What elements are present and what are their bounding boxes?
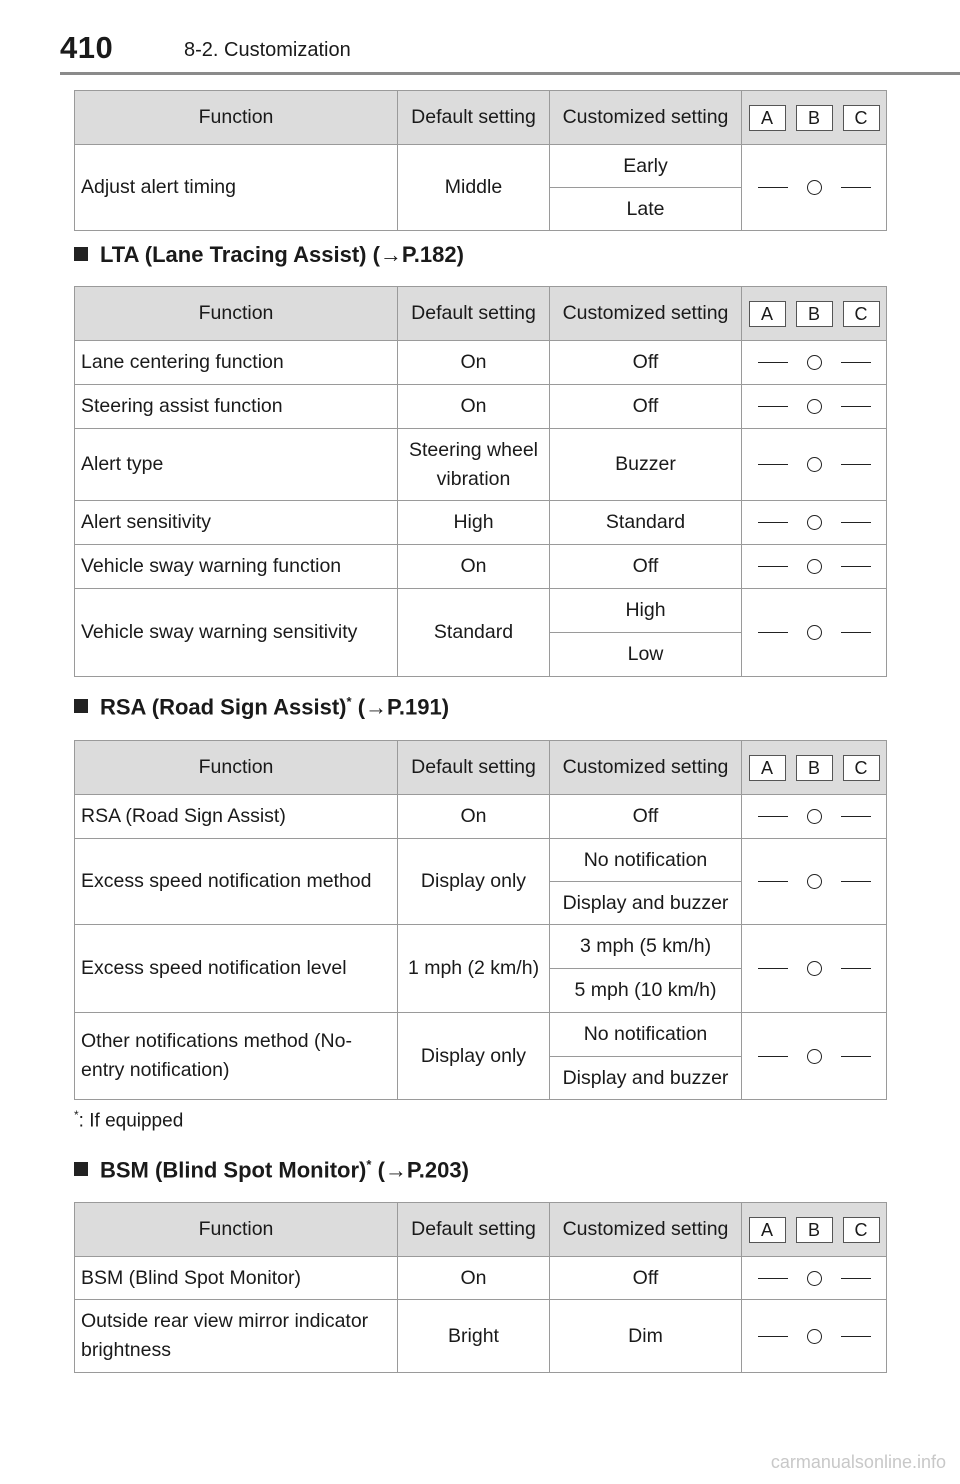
abc-marks <box>742 1013 887 1100</box>
default-cell: Steering wheel vibration <box>398 429 550 501</box>
rsa-heading-text: RSA (Road Sign Assist) <box>100 694 347 720</box>
abc-marks <box>742 385 887 429</box>
abc-marks <box>742 341 887 385</box>
dash-mark <box>841 1278 871 1279</box>
col-default: Default setting <box>398 287 550 341</box>
col-a: A <box>749 301 786 327</box>
function-cell: Vehicle sway warning function <box>75 545 398 589</box>
col-default: Default setting <box>398 1203 550 1257</box>
bsm-heading <box>74 1157 469 1183</box>
rsa-table <box>74 740 887 1100</box>
bsm-page-ref: P.203) <box>406 1157 469 1183</box>
dash-mark <box>841 464 871 465</box>
customized-cell: Off <box>550 545 742 589</box>
ref-open: ( <box>351 694 366 720</box>
col-customized: Customized setting <box>550 287 742 341</box>
customized-cell: High <box>550 589 742 633</box>
customized-cell: Low <box>550 633 742 677</box>
customized-cell: Display and buzzer <box>550 1057 742 1100</box>
col-function: Function <box>75 91 398 145</box>
customized-cell: Dim <box>550 1300 742 1373</box>
circle-mark <box>807 809 822 824</box>
circle-mark <box>807 1049 822 1064</box>
lta-page-ref: P.182) <box>401 242 464 267</box>
bullet-square-icon <box>74 247 88 261</box>
default-cell: High <box>398 501 550 545</box>
customized-cell: No notification <box>550 839 742 882</box>
lta-heading <box>74 242 464 268</box>
footnote-mark: * <box>74 1108 79 1122</box>
circle-mark <box>807 180 822 195</box>
dash-mark <box>841 522 871 523</box>
arrow-icon: → <box>365 694 388 720</box>
footnote <box>74 1108 183 1132</box>
col-b: B <box>796 755 833 781</box>
default-cell: On <box>398 385 550 429</box>
function-cell: Other notifications method (No-entry notification) <box>75 1013 398 1100</box>
dash-mark <box>841 632 871 633</box>
default-cell: Standard <box>398 589 550 677</box>
function-cell: Lane centering function <box>75 341 398 385</box>
dash-mark <box>841 968 871 969</box>
bsm-table <box>74 1202 887 1373</box>
rsa-page-ref: P.191) <box>387 694 450 720</box>
customized-cell: Off <box>550 341 742 385</box>
dash-mark <box>758 632 788 633</box>
dash-mark <box>841 816 871 817</box>
bsm-heading-text: BSM (Blind Spot Monitor) <box>100 1157 367 1183</box>
col-c: C <box>843 105 880 131</box>
dash-mark <box>758 881 788 882</box>
arrow-icon: → <box>384 1157 407 1183</box>
watermark: carmanualsonline.info <box>770 1452 946 1472</box>
customized-cell: Late <box>550 188 742 231</box>
dash-mark <box>758 406 788 407</box>
default-cell: On <box>398 341 550 385</box>
arrow-icon: → <box>379 242 402 267</box>
lta-table <box>74 286 887 677</box>
col-b: B <box>796 301 833 327</box>
function-cell: Excess speed notification method <box>75 839 398 925</box>
dash-mark <box>758 1056 788 1057</box>
abc-marks <box>742 1300 887 1373</box>
circle-mark <box>807 625 822 640</box>
default-cell: On <box>398 1257 550 1300</box>
function-cell: RSA (Road Sign Assist) <box>75 795 398 839</box>
dash-mark <box>758 968 788 969</box>
col-abc <box>742 287 887 341</box>
dash-mark <box>758 464 788 465</box>
function-cell: Outside rear view mirror indicator brightness <box>75 1300 398 1373</box>
customized-cell: Early <box>550 145 742 188</box>
dash-mark <box>841 1336 871 1337</box>
dash-mark <box>758 816 788 817</box>
dash-mark <box>841 406 871 407</box>
alert-timing-table <box>74 90 887 231</box>
function-cell: Alert sensitivity <box>75 501 398 545</box>
col-function: Function <box>75 287 398 341</box>
default-cell: Display only <box>398 839 550 925</box>
function-cell: Adjust alert timing <box>75 145 398 231</box>
lta-heading-text: LTA (Lane Tracing Assist) ( <box>100 242 380 267</box>
default-cell: On <box>398 795 550 839</box>
abc-marks <box>742 589 887 677</box>
default-cell: Bright <box>398 1300 550 1373</box>
col-default: Default setting <box>398 741 550 795</box>
function-cell: Excess speed notification level <box>75 925 398 1013</box>
col-customized: Customized setting <box>550 91 742 145</box>
dash-mark <box>758 1336 788 1337</box>
function-cell: Alert type <box>75 429 398 501</box>
col-abc <box>742 91 887 145</box>
circle-mark <box>807 1271 822 1286</box>
col-c: C <box>843 301 880 327</box>
col-b: B <box>796 105 833 131</box>
dash-mark <box>841 881 871 882</box>
footnote-text: : If equipped <box>78 1110 184 1132</box>
bullet-square-icon <box>74 1162 88 1176</box>
abc-marks <box>742 145 887 231</box>
customized-cell: 5 mph (10 km/h) <box>550 969 742 1013</box>
col-customized: Customized setting <box>550 1203 742 1257</box>
section-title: 8-2. Customization <box>184 39 351 61</box>
col-c: C <box>843 755 880 781</box>
col-abc <box>742 741 887 795</box>
circle-mark <box>807 559 822 574</box>
page-number: 410 <box>60 30 114 65</box>
customized-cell: Off <box>550 1257 742 1300</box>
dash-mark <box>758 1278 788 1279</box>
dash-mark <box>758 362 788 363</box>
abc-marks <box>742 501 887 545</box>
default-cell: Display only <box>398 1013 550 1100</box>
col-function: Function <box>75 1203 398 1257</box>
circle-mark <box>807 515 822 530</box>
abc-marks <box>742 795 887 839</box>
default-cell: 1 mph (2 km/h) <box>398 925 550 1013</box>
circle-mark <box>807 874 822 889</box>
rsa-heading <box>74 694 449 720</box>
customized-cell: Standard <box>550 501 742 545</box>
col-a: A <box>749 1217 786 1243</box>
circle-mark <box>807 355 822 370</box>
function-cell: BSM (Blind Spot Monitor) <box>75 1257 398 1300</box>
dash-mark <box>758 522 788 523</box>
page-header <box>60 28 960 74</box>
dash-mark <box>841 566 871 567</box>
col-customized: Customized setting <box>550 741 742 795</box>
function-cell: Vehicle sway warning sensitivity <box>75 589 398 677</box>
dash-mark <box>841 1056 871 1057</box>
bullet-square-icon <box>74 699 88 713</box>
customized-cell: Buzzer <box>550 429 742 501</box>
function-cell: Steering assist function <box>75 385 398 429</box>
default-cell: On <box>398 545 550 589</box>
col-function: Function <box>75 741 398 795</box>
col-b: B <box>796 1217 833 1243</box>
customized-cell: 3 mph (5 km/h) <box>550 925 742 969</box>
abc-marks <box>742 545 887 589</box>
asterisk: * <box>346 694 352 709</box>
header-rule <box>60 72 960 75</box>
col-c: C <box>843 1217 880 1243</box>
col-a: A <box>749 105 786 131</box>
abc-marks <box>742 1257 887 1300</box>
dash-mark <box>758 187 788 188</box>
circle-mark <box>807 457 822 472</box>
dash-mark <box>841 187 871 188</box>
circle-mark <box>807 961 822 976</box>
customized-cell: Off <box>550 795 742 839</box>
col-default: Default setting <box>398 91 550 145</box>
abc-marks <box>742 429 887 501</box>
customized-cell: No notification <box>550 1013 742 1057</box>
customized-cell: Display and buzzer <box>550 882 742 925</box>
default-cell: Middle <box>398 145 550 231</box>
abc-marks <box>742 925 887 1013</box>
dash-mark <box>841 362 871 363</box>
col-a: A <box>749 755 786 781</box>
ref-open: ( <box>371 1157 385 1183</box>
circle-mark <box>807 1329 822 1344</box>
circle-mark <box>807 399 822 414</box>
asterisk: * <box>366 1157 372 1172</box>
col-abc <box>742 1203 887 1257</box>
dash-mark <box>758 566 788 567</box>
abc-marks <box>742 839 887 925</box>
customized-cell: Off <box>550 385 742 429</box>
